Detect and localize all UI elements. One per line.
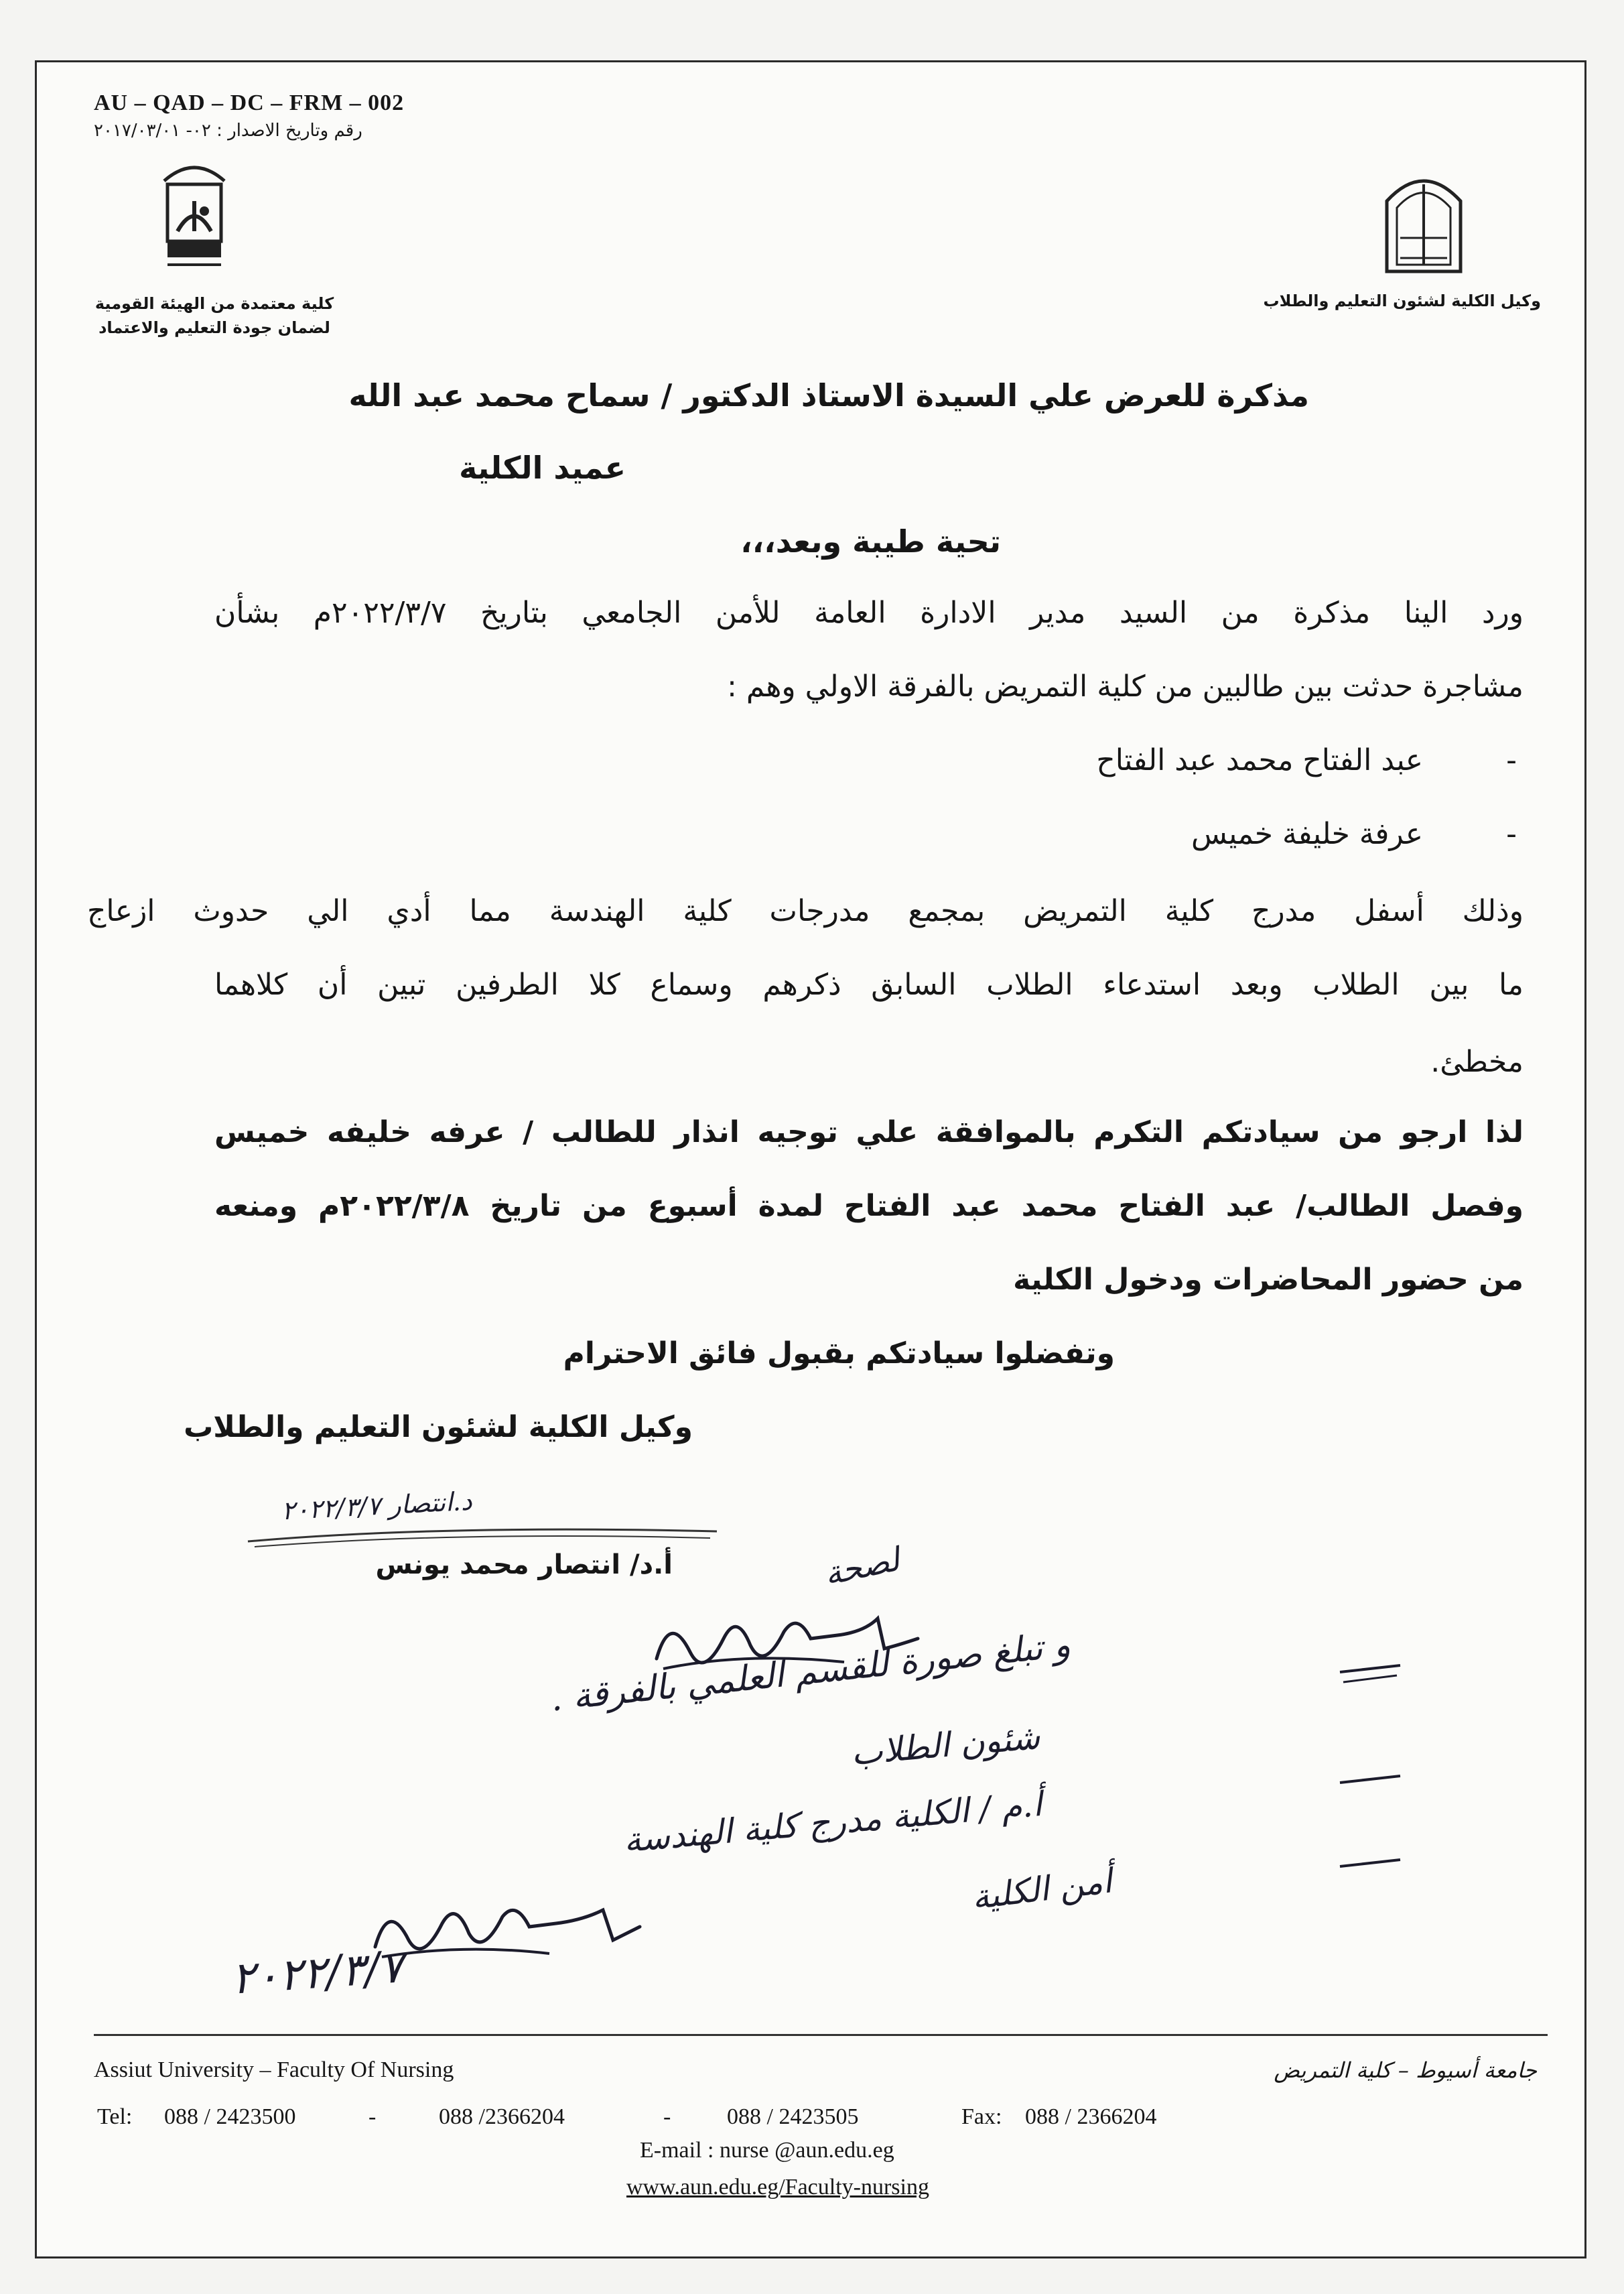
handwritten-note-line: و تبلغ صورة للقسم العلمي بالفرقة . [548,1624,1073,1720]
footer-website-link[interactable]: www.aun.edu.eg/Faculty-nursing [626,2175,929,2200]
issue-info: رقم وتاريخ الاصدار : ٠٢- ٢٠١٧/٠٣/٠١ [94,121,362,141]
footer-email[interactable]: E-mail : nurse @aun.edu.eg [640,2138,894,2163]
signer-name: أ.د/ انتصار محمد يونس [375,1549,673,1580]
handwritten-note-line: شئون الطلاب [850,1717,1042,1773]
request-line: وفصل الطالب/ عبد الفتاح محمد عبد الفتاح لمدة أسبوع من تاريخ ٢٠٢٢/٣/٨م ومنعه [214,1189,1524,1223]
form-code: AU – QAD – DC – FRM – 002 [94,90,405,115]
paragraph-line: ورد الينا مذكرة من السيد مدير الادارة العامة للأمن الجامعي بتاريخ ٢٠٢٢/٣/٧م بشأن [214,596,1524,630]
closing-line: وتفضلوا سيادتكم بقبول فائق الاحترام [563,1336,1115,1371]
tel-number: 088 / 2423505 [727,2104,859,2129]
student-name: عبد الفتاح محمد عبد الفتاح [1096,743,1423,777]
list-dash: - [1506,817,1517,851]
accreditation-line: كلية معتمدة من الهيئة القومية [94,294,334,313]
greeting: تحية طيبة وبعد،،، [740,523,1001,560]
separator-dash: - [368,2104,377,2129]
separator-dash: - [663,2104,671,2129]
memo-title-sub: عميد الكلية [459,450,626,486]
handwritten-date: ٢٠٢٢/٣/٧ [229,1941,405,2004]
office-header: وكيل الكلية لشئون التعليم والطلاب [1263,292,1541,310]
paragraph-line: مشاجرة حدثت بين طالبين من كلية التمريض بالفرقة الاولي وهم : [727,670,1524,704]
paragraph-line: وذلك أسفل مدرج كلية التمريض بمجمع مدرجات كلية الهندسة مما أدي الي حدوث ازعاج [87,894,1524,928]
request-line: من حضور المحاضرات ودخول الكلية [1013,1263,1524,1297]
footer-university: Assiut University – Faculty Of Nursing [94,2057,454,2082]
handwritten-dashes-icon [1333,1659,1414,1880]
signer-title: وكيل الكلية لشئون التعليم والطلاب [184,1410,693,1444]
paragraph-line: مخطئ. [1430,1045,1524,1079]
handwritten-note-line: أ.م / الكلية مدرج كلية الهندسة [622,1784,1044,1860]
signature-underline-icon [241,1521,724,1548]
fax-number: 088 / 2366204 [1025,2104,1157,2129]
signature-icon [362,1887,643,1967]
student-name: عرفة خليفة خميس [1191,817,1423,851]
list-dash: - [1506,743,1517,777]
footer-university-ar: جامعة أسيوط – كلية التمريض [1274,2057,1537,2083]
tel-number: 088 /2366204 [439,2104,565,2129]
university-logo-icon [1377,164,1471,275]
request-line: لذا ارجو من سيادتكم التكرم بالموافقة علي توجيه انذار للطالب / عرفه خليفه خميس [214,1115,1524,1149]
handwritten-signer-note: د.انتصار ٢٠٢٢/٣/٧ [281,1486,473,1526]
tel-number: 088 / 2423500 [164,2104,296,2129]
handwritten-approval: لصحة [821,1540,903,1594]
fax-label: Fax: [961,2104,1002,2129]
accreditation-line: لضمان جودة التعليم والاعتماد [98,318,330,337]
faculty-logo-icon [151,154,238,281]
memo-title: مذكرة للعرض علي السيدة الاستاذ الدكتور / سماح محمد عبد الله [348,377,1309,413]
accreditation-text [94,292,335,340]
footer-divider [94,2034,1548,2036]
paragraph-line: ما بين الطلاب وبعد استدعاء الطلاب السابق ذكرهم وسماع كلا الطرفين تبين أن كلاهما [214,968,1524,1002]
tel-label: Tel: [97,2104,133,2129]
handwritten-note-line: أمن الكلية [969,1861,1114,1917]
